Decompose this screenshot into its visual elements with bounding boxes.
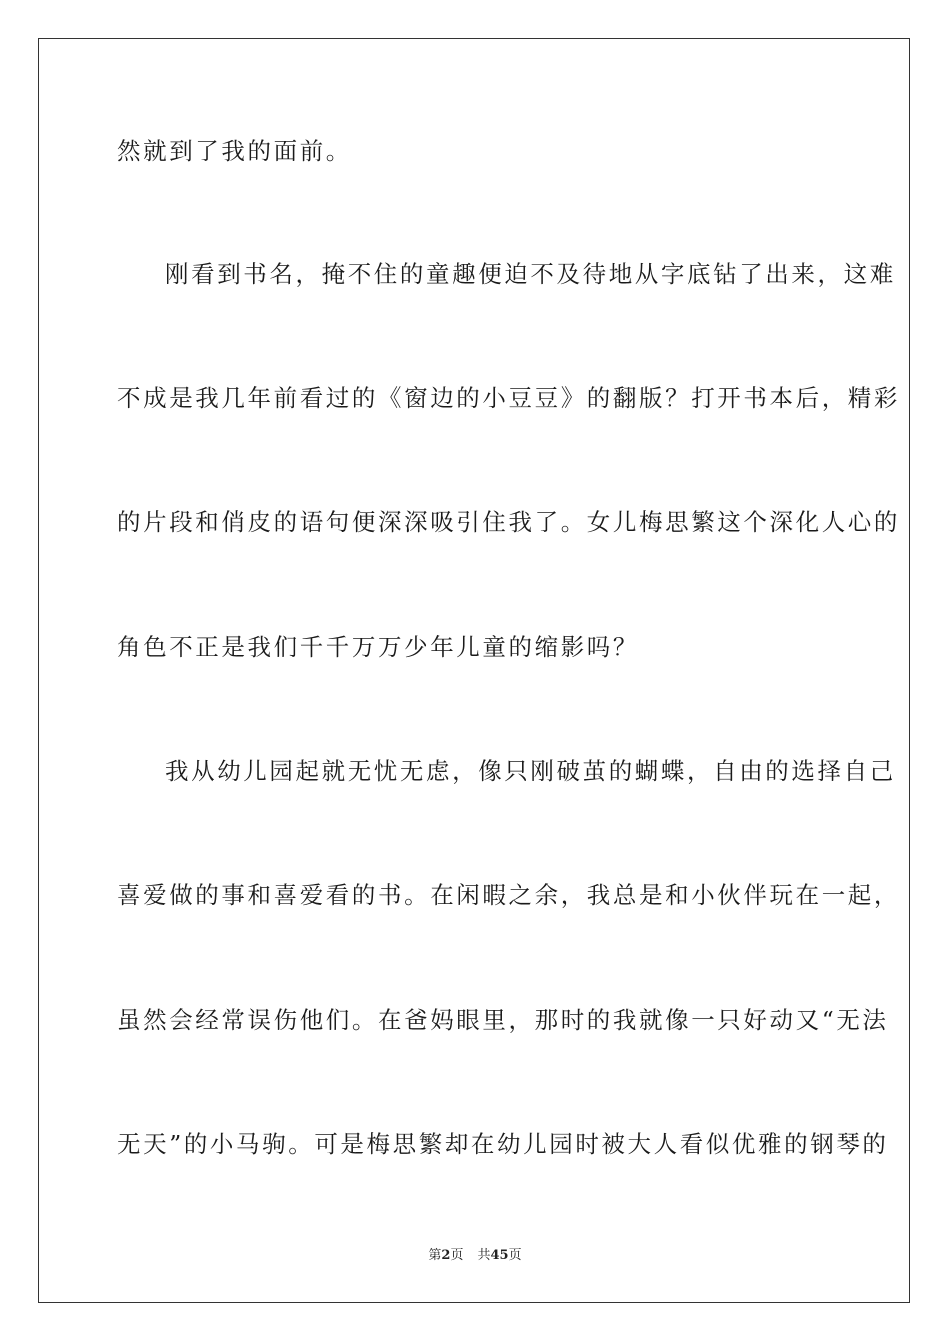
page-suffix: 页 [450,1248,464,1263]
text-line-9: 无天”的小马驹。可是梅思繁却在幼儿园时被大人看似优雅的钢琴的 [117,1130,889,1158]
text-line-4: 的片段和俏皮的语句便深深吸引住我了。女儿梅思繁这个深化人心的 [117,508,900,536]
text-line-6: 我从幼儿园起就无忧无虑，像只刚破茧的蝴蝶，自由的选择自己 [165,757,896,785]
total-suffix: 页 [508,1248,522,1263]
text-line-2: 刚看到书名，掩不住的童趣便迫不及待地从字底钻了出来，这难 [165,260,896,288]
page-current: 2 [441,1248,451,1263]
text-line-7: 喜爱做的事和喜爱看的书。在闲暇之余，我总是和小伙伴玩在一起， [117,881,900,909]
page-prefix: 第 [428,1248,442,1263]
text-line-3: 不成是我几年前看过的《窗边的小豆豆》的翻版？打开书本后，精彩 [117,384,900,412]
text-line-5: 角色不正是我们千千万万少年儿童的缩影吗？ [117,633,639,661]
page-footer [0,1247,950,1265]
page-total: 45 [490,1248,509,1263]
page-border [38,38,910,1303]
text-line-8: 虽然会经常误伤他们。在爸妈眼里，那时的我就像一只好动又“无法 [117,1006,889,1034]
text-line-1: 然就到了我的面前。 [117,137,352,165]
total-prefix: 共 [477,1248,491,1263]
